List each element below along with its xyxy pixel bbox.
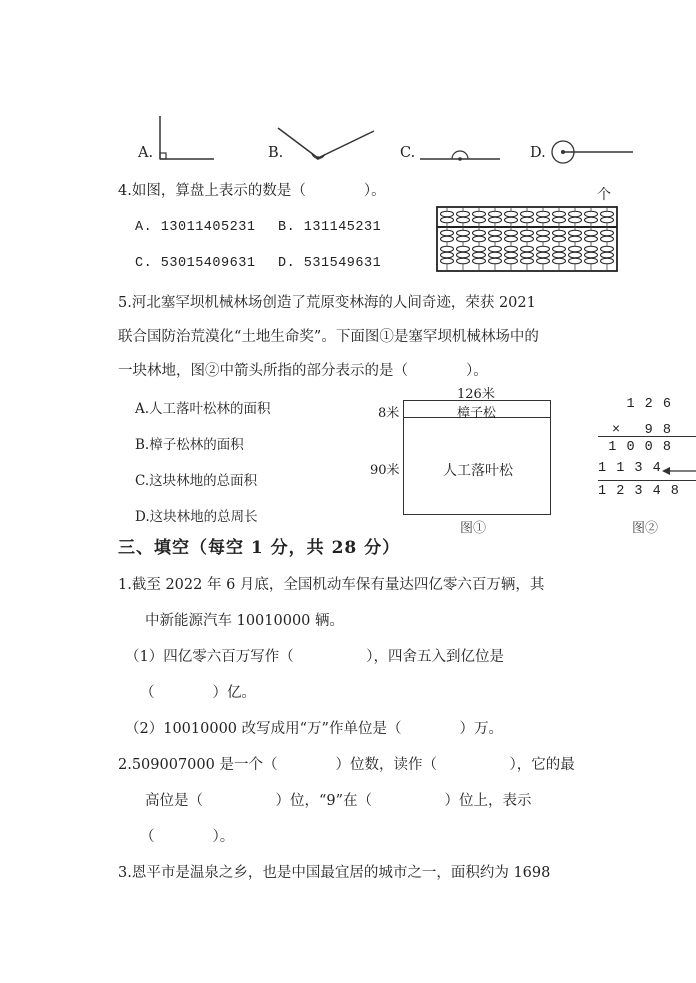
abacus-bead: [601, 246, 614, 252]
abacus-bead: [585, 230, 598, 236]
angle-option-b[interactable]: B.: [268, 145, 284, 161]
abacus-bead: [585, 252, 598, 258]
fig2-row-4: 1 1 3 4: [598, 461, 662, 476]
abacus-bead: [457, 236, 470, 242]
angle-option-d[interactable]: D.: [530, 145, 546, 161]
abacus-bead: [537, 258, 550, 264]
abacus-bead: [521, 246, 534, 252]
q5-line1: 5.河北塞罕坝机械林场创造了荒原变林海的人间奇迹，荣获 2021: [118, 295, 536, 311]
abacus-bead: [489, 252, 502, 258]
abacus-bead: [489, 258, 502, 264]
q2-line1: 2.509007000 是一个（ ）位数，读作（ ），它的最: [118, 757, 575, 773]
abacus-bead: [537, 246, 550, 252]
q1-line2: 中新能源汽车 10010000 辆。: [145, 613, 345, 629]
abacus-bead: [601, 211, 614, 217]
abacus-bead: [601, 258, 614, 264]
abacus-bead: [505, 246, 518, 252]
abacus-bead: [521, 236, 534, 242]
abacus-bead: [473, 230, 486, 236]
abacus-bead: [441, 246, 454, 252]
q5-option-d[interactable]: D.这块林地的总周长: [135, 509, 258, 525]
q4-option-b[interactable]: B. 131145231: [278, 220, 382, 235]
abacus-bead: [585, 217, 598, 223]
fig2-pointer-arrow-icon: [662, 465, 696, 477]
fig2-row-3: 1 0 0 8: [608, 440, 672, 455]
abacus-bead: [569, 236, 582, 242]
abacus-bead: [505, 211, 518, 217]
q1-sub1-line1: （1）四亿零六百万写作（ ），四舍五入到亿位是: [125, 649, 504, 665]
abacus-bead: [521, 217, 534, 223]
abacus-bead: [569, 211, 582, 217]
fig2-row-2: × 9 8: [611, 423, 672, 438]
abacus-bead: [489, 217, 502, 223]
abacus-bead: [569, 246, 582, 252]
abacus-bead: [521, 252, 534, 258]
abacus-bead: [553, 252, 566, 258]
abacus-bead: [457, 252, 470, 258]
abacus-bead: [505, 258, 518, 264]
abacus-bead: [473, 211, 486, 217]
abacus-bead: [473, 246, 486, 252]
q2-line2: 高位是（ ）位，“9”在（ ）位上，表示: [145, 793, 532, 809]
abacus-bead: [489, 211, 502, 217]
abacus-bead: [553, 258, 566, 264]
fig1-main-height-label: 90米: [370, 463, 400, 478]
fig2-row-5: 1 2 3 4 8: [598, 484, 680, 499]
abacus-bead: [537, 236, 550, 242]
fig1-strip-label: 樟子松: [457, 406, 497, 421]
q4-stem: 4.如图，算盘上表示的数是（ ）。: [118, 183, 386, 199]
abacus-bead: [601, 230, 614, 236]
abacus-bead: [553, 230, 566, 236]
fig1-strip-height-label: 8米: [378, 406, 400, 421]
q5-line2: 联合国防治荒漠化“土地生命奖”。下面图①是塞罕坝机械林场中的: [118, 329, 539, 345]
abacus-bead: [457, 246, 470, 252]
abacus-bead: [585, 246, 598, 252]
abacus-bead: [489, 236, 502, 242]
abacus-bead: [585, 211, 598, 217]
abacus-bead: [569, 217, 582, 223]
abacus-bead: [553, 246, 566, 252]
abacus-bead: [441, 217, 454, 223]
q5-option-a[interactable]: A.人工落叶松林的面积: [135, 401, 271, 417]
abacus-bead: [537, 252, 550, 258]
q5-line3: 一块林地，图②中箭头所指的部分表示的是（ ）。: [118, 363, 488, 379]
fig2-row-1: 1 2 6: [626, 397, 672, 412]
abacus-bead: [505, 236, 518, 242]
abacus-bead: [441, 236, 454, 242]
abacus-bead: [505, 252, 518, 258]
q4-option-d[interactable]: D. 531549631: [278, 256, 382, 271]
abacus-bead: [441, 258, 454, 264]
q3-line1: 3.恩平市是温泉之乡，也是中国最宜居的城市之一，面积约为 1698: [118, 865, 551, 881]
q1-line1: 1.截至 2022 年 6 月底，全国机动车保有量达四亿零六百万辆，其: [118, 577, 545, 593]
abacus-bead: [473, 258, 486, 264]
abacus-unit-arrow-label: 个: [597, 187, 611, 203]
abacus-bead: [585, 236, 598, 242]
angle-figures: [130, 112, 650, 168]
abacus-bead: [505, 217, 518, 223]
abacus-bead: [441, 252, 454, 258]
q1-sub2: （2）10010000 改写成用“万”作单位是（ ）万。: [125, 721, 503, 737]
fig1-width-label: 126米: [457, 387, 495, 402]
abacus-bead: [441, 211, 454, 217]
q5-option-b[interactable]: B.樟子松林的面积: [135, 437, 244, 453]
abacus-bead: [489, 246, 502, 252]
angle-option-a[interactable]: A.: [138, 145, 154, 161]
angle-option-c[interactable]: C.: [400, 145, 416, 161]
q4-option-a[interactable]: A. 13011405231: [135, 220, 256, 235]
q2-line3: （ ）。: [140, 829, 235, 845]
abacus-bead: [521, 258, 534, 264]
abacus-bead: [505, 230, 518, 236]
abacus-bead: [553, 236, 566, 242]
fig2-line-1: [598, 436, 696, 437]
abacus-bead: [601, 217, 614, 223]
fig2-caption: 图②: [632, 521, 659, 536]
q4-option-c[interactable]: C. 53015409631: [135, 256, 256, 271]
abacus-bead: [569, 230, 582, 236]
abacus-bead: [521, 230, 534, 236]
abacus-figure: [436, 206, 618, 272]
abacus-bead: [441, 230, 454, 236]
abacus-bead: [457, 230, 470, 236]
abacus-bead: [473, 217, 486, 223]
abacus-bead: [473, 252, 486, 258]
fig1-caption: 图①: [460, 521, 487, 536]
abacus-bead: [569, 252, 582, 258]
section-3-title: 三、填空（每空 1 分，共 28 分）: [118, 538, 401, 558]
abacus-bead: [457, 211, 470, 217]
abacus-bead: [521, 211, 534, 217]
fig1-main-label: 人工落叶松: [443, 463, 513, 479]
abacus-bead: [537, 211, 550, 217]
abacus-bead: [585, 258, 598, 264]
q1-sub1-line2: （ ）亿。: [140, 685, 256, 701]
abacus-bead: [473, 236, 486, 242]
abacus-bead: [457, 258, 470, 264]
abacus-bead: [537, 230, 550, 236]
abacus-bead: [569, 258, 582, 264]
abacus-bead: [489, 230, 502, 236]
abacus-bead: [601, 252, 614, 258]
q5-option-c[interactable]: C.这块林地的总面积: [135, 473, 258, 489]
abacus-bead: [601, 236, 614, 242]
abacus-bead: [537, 217, 550, 223]
abacus-bead: [553, 211, 566, 217]
abacus-bead: [553, 217, 566, 223]
abacus-bead: [457, 217, 470, 223]
fig2-line-2: [598, 480, 696, 481]
